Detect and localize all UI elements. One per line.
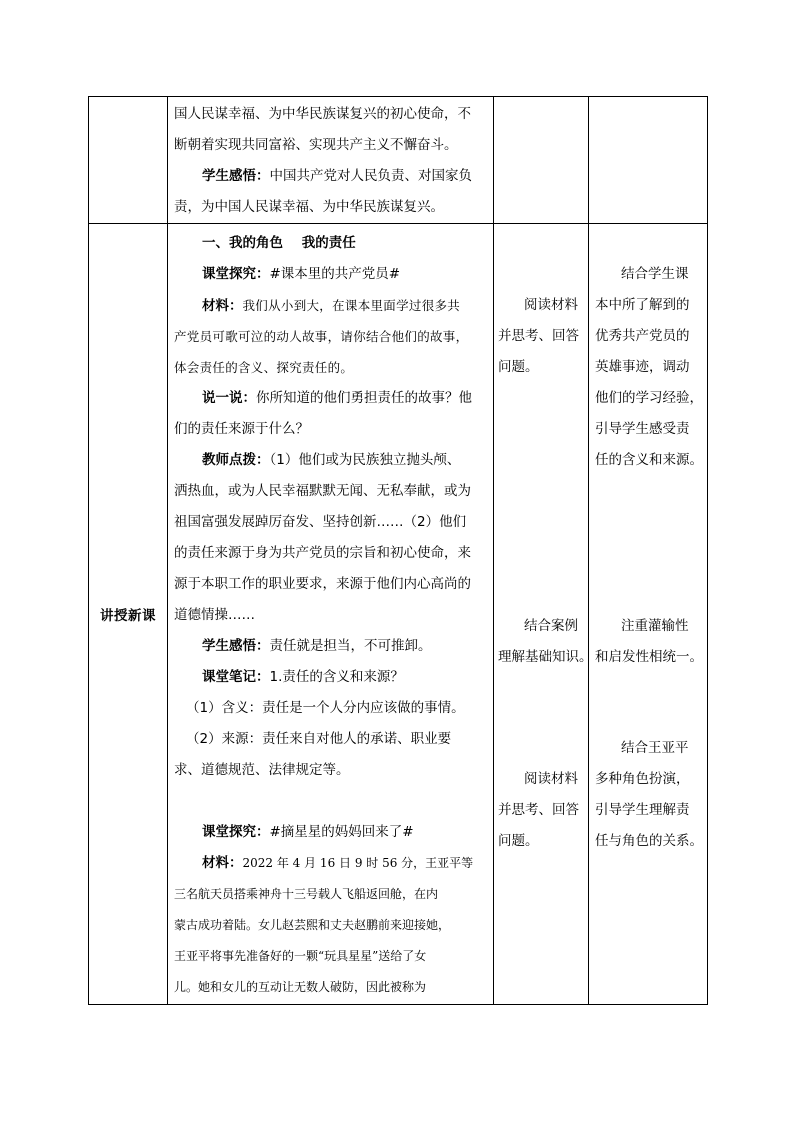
content-line: 断朝着实现共同富裕、实现共产主义不懈奋斗。 xyxy=(174,137,458,153)
design-line: 结合王亚平 xyxy=(621,740,689,756)
student-perception xyxy=(174,161,489,192)
activity-line: 阅读材料 xyxy=(524,297,578,313)
content-line: 们的责任来源于什么？ xyxy=(174,421,309,437)
content-cell xyxy=(168,224,494,1005)
design-line: 多种角色扮演， xyxy=(595,771,690,787)
design-line: 结合学生课 xyxy=(621,266,689,282)
material-line: 体会责任的含义、探究责任的。 xyxy=(174,360,354,375)
table-row xyxy=(89,224,708,1005)
material-1: 材料：我们从小到大，在课本里面学过很多共 xyxy=(202,298,461,314)
content-line: 源于本职工作的职业要求，来源于他们内心高尚的 xyxy=(174,576,471,592)
design-line: 任的含义和来源。 xyxy=(595,452,703,468)
content-line: 道德情操…… xyxy=(174,607,255,623)
material-line: 三名航天员搭乘神舟十三号载人飞船返回舱，在内 xyxy=(174,887,439,901)
design-line: 注重灌输性 xyxy=(621,618,689,634)
activity-cell xyxy=(494,224,593,1005)
perception-label: 学生感悟： xyxy=(202,168,270,184)
design-line: 本中所了解到的 xyxy=(595,297,690,313)
content-line: 洒热血，或为人民幸福默默无闻、无私奉献，或为 xyxy=(174,483,471,499)
design-line: 引导学生理解责 xyxy=(595,802,690,818)
content-line: 责，为中国人民谋幸福、为中华民族谋复兴。 xyxy=(174,199,444,215)
say-prompt: 说一说：你所知道的他们勇担责任的故事？他 xyxy=(202,390,472,406)
design-line: 英雄事迹，调动 xyxy=(595,359,690,375)
content-line: 祖国富强发展踔厉奋发、坚持创新……（2）他们 xyxy=(174,514,467,530)
material-line: 产党员可歌可泣的动人故事，请你结合他们的故事， xyxy=(174,329,469,344)
stage-cell xyxy=(89,224,168,1005)
activity-line: 并思考、回答 xyxy=(498,328,579,344)
activity-line: 阅读材料 xyxy=(524,771,578,787)
design-line: 引导学生感受责 xyxy=(595,421,690,437)
perception-text: 中国共产党对人民负责、对国家负 xyxy=(269,168,472,184)
stage-cell-empty xyxy=(89,97,168,224)
classroom-explore-2: 课堂探究：#摘星星的妈妈回来了# xyxy=(202,824,414,840)
material-2: 材料：2022 年 4 月 16 日 9 时 56 分，王亚平等 xyxy=(202,855,474,871)
activity-line: 并思考、回答 xyxy=(498,802,579,818)
activity-line: 理解基础知识。 xyxy=(498,649,593,665)
note-item: （1）含义：责任是一个人分内应该做的事情。 xyxy=(186,700,465,716)
design-line: 和启发性相统一。 xyxy=(595,649,703,665)
design-cell xyxy=(589,224,708,1005)
section-heading: 一、我的角色 我的责任 xyxy=(202,235,356,251)
content-line: 的责任来源于身为共产党员的宗旨和初心使命，来 xyxy=(174,545,471,561)
design-line: 他们的学习经验， xyxy=(595,390,703,406)
blank-line xyxy=(174,786,489,817)
classroom-explore-1: 课堂探究：#课本里的共产党员# xyxy=(202,266,401,282)
material-line: 儿。她和女儿的互动让无数人破防，因此被称为 xyxy=(174,980,427,994)
content-line: 国人民谋幸福、为中华民族谋复兴的初心使命，不 xyxy=(174,106,471,122)
activity-line: 问题。 xyxy=(498,359,539,375)
design-cell-empty xyxy=(589,97,708,224)
content-cell xyxy=(168,97,494,224)
classroom-notes: 课堂笔记：1.责任的含义和来源？ xyxy=(202,669,404,685)
design-line: 优秀共产党员的 xyxy=(595,328,690,344)
note-item-cont: 求、道德规范、法律规定等。 xyxy=(174,762,350,778)
teacher-guidance: 教师点拨：（1）他们或为民族独立抛头颅、 xyxy=(202,452,461,468)
activity-line: 问题。 xyxy=(498,833,539,849)
note-item: （2）来源：责任来自对他人的承诺、职业要 xyxy=(186,731,452,747)
material-line: 蒙古成功着陆。女儿赵芸熙和丈夫赵鹏前来迎接她， xyxy=(174,918,451,932)
material-line: 王亚平将事先准备好的一颗“玩具星星”送给了女 xyxy=(174,949,427,963)
student-perception: 学生感悟：责任就是担当，不可推卸。 xyxy=(202,638,432,654)
table-row xyxy=(89,97,708,224)
stage-label: 讲授新课 xyxy=(100,608,156,624)
activity-line: 结合案例 xyxy=(524,618,578,634)
design-line: 任与角色的关系。 xyxy=(595,833,703,849)
activity-cell-empty xyxy=(494,97,589,224)
lesson-plan-table xyxy=(88,96,708,1005)
